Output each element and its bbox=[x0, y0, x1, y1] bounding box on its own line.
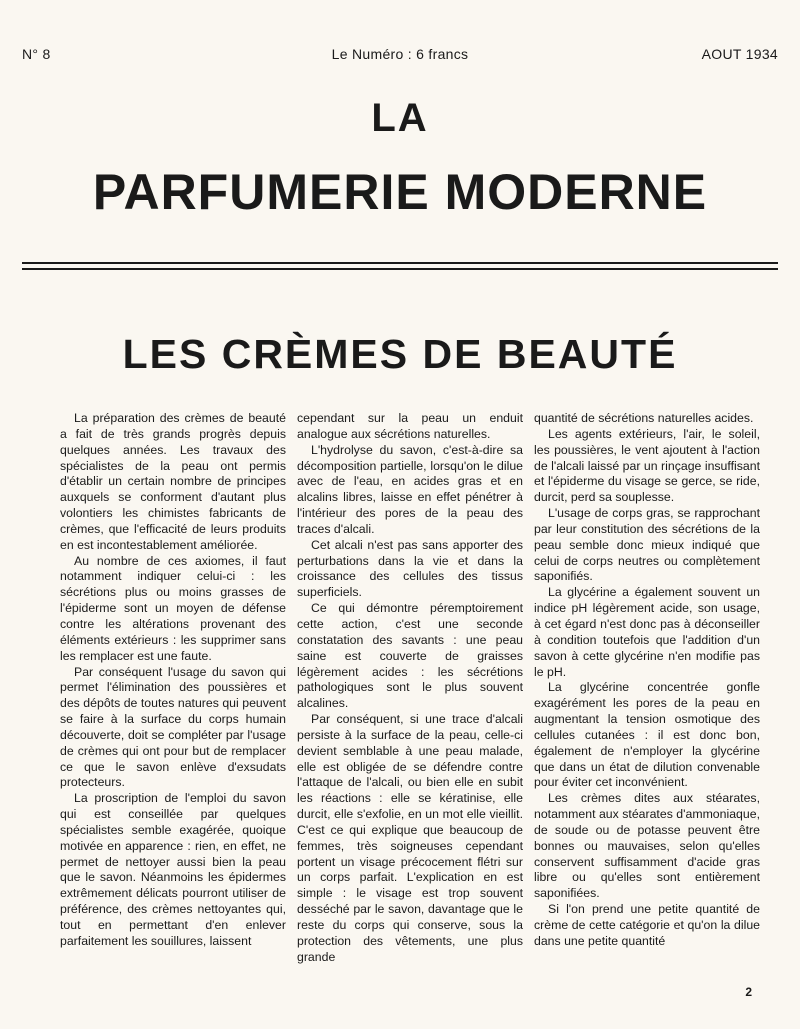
paragraph-continued: quantité de sécrétions naturelles acides. bbox=[534, 411, 754, 425]
paragraph: Cet alcali n'est pas sans apporter des perturbations dans la vie et dans la croissance des cellules des tissus superficiels. bbox=[297, 537, 523, 600]
paragraph: La glycérine a également souvent un indice pH légèrement acide, son usage, à cet égard n'est donc pas à déconseiller à condition toutefois que l'addition d'un savon à cette glycérine n'en modifie pas le pH. bbox=[534, 585, 760, 679]
paragraph: Les agents extérieurs, l'air, le soleil, les poussières, le vent ajoutent à l'action de l'alcali laissé par un rinçage insuffisant et l'épiderme du visage se gerce, se ride, durcit, perd sa souplesse. bbox=[534, 426, 760, 505]
issue-number: N° 8 bbox=[22, 46, 51, 62]
article-body bbox=[60, 411, 760, 981]
paragraph: Au nombre de ces axiomes, il faut notamment indiquer celui-ci : les sécrétions plus ou moins grasses de l'épiderme sont un moyen de défense contre les altérations provenant des éléments extérieurs : les supprimer sans les remplacer est une faute. bbox=[60, 553, 286, 663]
paragraph: Par conséquent l'usage du savon qui permet l'élimination des poussières et des dépôts de toutes natures qui peuvent se faire à la surface du corps humain découverte, doit se compléter par l'usage de crèmes qui ont pour but de remplacer ce que le savon enlève d'exsudats protecteurs. bbox=[60, 664, 286, 790]
article-column-1 bbox=[60, 411, 286, 981]
page-number: 2 bbox=[745, 985, 752, 999]
masthead-rule-top bbox=[22, 262, 778, 264]
paragraph: L'usage de corps gras, se rapprochant par leur constitution des sécrétions de la peau semble donc mieux indiqué que celui de corps neutres ou complètement saponifiés. bbox=[534, 506, 760, 584]
masthead-rule-bottom bbox=[22, 268, 778, 270]
paragraph: Ce qui démontre péremptoirement cette action, c'est une seconde constatation des savants : une peau saine est couverte de graisses légèrement acides : les sécrétions pathologiques sont le plus souvent alcalines. bbox=[297, 601, 523, 711]
paragraph: Par conséquent, si une trace d'alcali persiste à la surface de la peau, celle-ci devient semblable à une peau malade, elle est obligée de se défendre contre l'attaque de l'alcali, ou bien elle en subit les réactions : elle se kératinise, elle durcit, elle s'exfolie, en un mot elle vieillit. C'est ce qui explique que beaucoup de femmes, très soigneuses cependant portent un visage précocement flétri sur un corps parfait. L'explication en est simple : le visage est trop souvent desséché par le savon, davantage que le reste du corps qui conserve, sous la protection des vêtements, une plus grande bbox=[297, 712, 523, 964]
paragraph: La proscription de l'emploi du savon qui est conseillée par quelques spécialistes semble exagérée, quoique motivée en apparence : rien, en effet, ne permet de nettoyer aussi bien la peau que le savon. Néanmoins les épidermes extrêmement délicats pourront utiliser de préférence, des crèmes nettoyantes qui, tout en permettant d'en enlever parfaitement les souillures, laissent bbox=[60, 791, 286, 948]
paragraph-continued: cependant sur la peau un enduit analogue aux sécrétions naturelles. bbox=[297, 411, 523, 441]
masthead-title: PARFUMERIE MODERNE bbox=[92, 164, 708, 220]
paragraph: Si l'on prend une petite quantité de crème de cette catégorie et qu'on la dilue dans une petite quantité bbox=[534, 902, 760, 948]
paragraph: L'hydrolyse du savon, c'est-à-dire sa décomposition partielle, lorsqu'on le dilue avec de l'eau, en acides gras et en alcalins libres, laisse en effet pénétrer à l'intérieur des pores de la peau des traces d'alcali. bbox=[297, 442, 523, 536]
article-title: LES CRÈMES DE BEAUTÉ bbox=[122, 331, 678, 377]
issue-date: AOUT 1934 bbox=[701, 46, 778, 62]
paragraph: La préparation des crèmes de beauté a fait de très grands progrès depuis quelques années. Les travaux des spécialistes de la peau ont permis d'établir un certain nombre de principes auxquels se conforment d'autant plus volontiers les chimistes fabricants de crèmes, que l'efficacité de leurs produits en est incontestablement améliorée. bbox=[60, 411, 286, 552]
paragraph: Les crèmes dites aux stéarates, notamment aux stéarates d'ammoniaque, de soude ou de potasse peuvent être bonnes ou mauvaises, selon qu'elles conservent suffisamment d'acide gras libre ou qu'elles sont entièrement saponifiées. bbox=[534, 791, 760, 901]
running-header bbox=[22, 46, 778, 66]
paragraph: La glycérine concentrée gonfle exagérément les pores de la peau en augmentant la tension osmotique des cellules cutanées : il est donc bon, également de n'employer la glycérine que dans un état de dilution convenable pour éviter cet inconvénient. bbox=[534, 680, 760, 790]
article-column-2 bbox=[297, 411, 523, 981]
masthead-article: LA bbox=[371, 96, 429, 140]
article-column-3 bbox=[534, 411, 760, 981]
issue-price: Le Numéro : 6 francs bbox=[331, 46, 469, 62]
